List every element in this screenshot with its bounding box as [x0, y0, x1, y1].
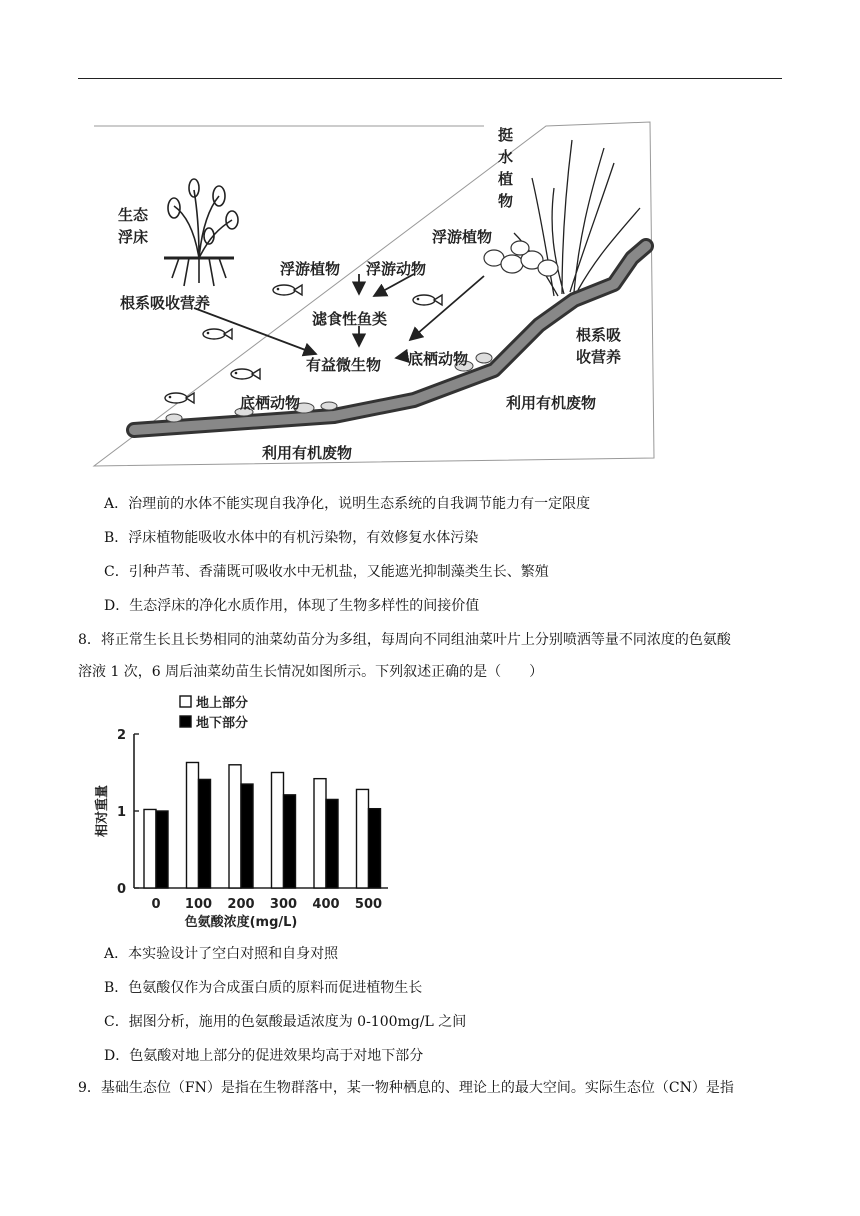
y-tick-label: 0: [116, 882, 126, 897]
tryptophan-bar-chart: [86, 686, 406, 936]
label-benthic-left: 底栖动物: [240, 394, 301, 412]
ecosystem-svg: [84, 118, 676, 470]
bar-underground: [284, 795, 296, 888]
q7-option-b: B．浮床植物能吸收水体中的有机污染物，有效修复水体污染: [104, 530, 479, 546]
y-axis-label: 相对重量: [95, 784, 110, 838]
q8-stem-line1: 8．将正常生长且长势相同的油菜幼苗分为多组，每周向不同组油菜叶片上分别喷洒等量不同浓度的色氨酸: [78, 632, 731, 648]
x-tick-label: 500: [354, 897, 383, 912]
x-tick-label: 0: [151, 897, 161, 912]
bar-underground: [326, 799, 338, 888]
x-tick-label: 200: [227, 897, 255, 912]
label-organic-waste-bottom: 利用有机废物: [262, 444, 353, 462]
q8-option-b: B．色氨酸仅作为合成蛋白质的原料而促进植物生长: [104, 980, 423, 996]
legend-label: 地下部分: [196, 716, 249, 731]
bar-underground: [156, 811, 168, 888]
q8-option-c: C．据图分析，施用的色氨酸最适浓度为 0-100mg/L 之间: [104, 1014, 467, 1030]
label-beneficial-microbe: 有益微生物: [306, 356, 382, 374]
bar-aboveground: [272, 773, 284, 889]
ecosystem-diagram: [84, 118, 676, 470]
label-emergent-plant-1: 挺: [498, 126, 514, 144]
y-tick-label: 1: [116, 805, 126, 820]
label-zooplankton: 浮游动物: [366, 260, 427, 278]
x-tick-label: 100: [184, 897, 213, 912]
label-emergent-plant-3: 植: [498, 170, 514, 188]
label-emergent-plant-2: 水: [498, 148, 514, 166]
chart-svg: [86, 686, 406, 936]
q8-option-a: A．本实验设计了空白对照和自身对照: [104, 946, 339, 962]
y-tick-label: 2: [116, 728, 126, 743]
q9-stem-line1: 9．基础生态位（FN）是指在生物群落中，某一物种栖息的、理论上的最大空间。实际生态位（CN）是指: [78, 1080, 734, 1096]
header-rule: [78, 78, 782, 79]
q7-option-a: A．治理前的水体不能实现自我净化，说明生态系统的自我调节能力有一定限度: [104, 496, 591, 512]
bar-aboveground: [144, 809, 156, 888]
label-root-absorb-right-1: 根系吸: [576, 326, 622, 344]
label-root-absorb-left: 根系吸收营养: [120, 294, 211, 312]
q8-option-d: D．色氨酸对地上部分的促进效果均高于对地下部分: [104, 1048, 424, 1064]
q8-stem-line2: 溶液 1 次，6 周后油菜幼苗生长情况如图所示。下列叙述正确的是（ ）: [78, 664, 544, 680]
bar-aboveground: [187, 762, 199, 888]
label-eco-float-2: 浮床: [118, 228, 149, 246]
x-tick-label: 400: [312, 897, 340, 912]
bar-underground: [199, 779, 211, 888]
legend-swatch: [180, 716, 191, 727]
x-axis-label: 色氨酸浓度(mg/L): [184, 915, 298, 930]
legend-label: 地上部分: [196, 696, 249, 711]
q7-option-c: C．引种芦苇、香蒲既可吸收水中无机盐，又能遮光抑制藻类生长、繁殖: [104, 564, 549, 580]
bar-underground: [241, 784, 253, 888]
label-organic-waste-right: 利用有机废物: [506, 394, 597, 412]
label-filter-fish: 滤食性鱼类: [312, 310, 388, 328]
x-tick-label: 300: [269, 897, 298, 912]
label-root-absorb-right-2: 收营养: [576, 348, 622, 366]
bar-aboveground: [357, 789, 369, 888]
label-benthic-right: 底栖动物: [408, 350, 469, 368]
label-eco-float-1: 生态: [118, 206, 149, 224]
label-phytoplankton-2: 浮游植物: [432, 228, 493, 246]
q7-option-d: D．生态浮床的净化水质作用，体现了生物多样性的间接价值: [104, 598, 480, 614]
bar-underground: [369, 809, 381, 888]
bar-aboveground: [229, 765, 241, 888]
legend-swatch: [180, 696, 191, 707]
bar-aboveground: [314, 779, 326, 888]
label-phytoplankton-1: 浮游植物: [280, 260, 341, 278]
label-emergent-plant-4: 物: [498, 192, 514, 210]
